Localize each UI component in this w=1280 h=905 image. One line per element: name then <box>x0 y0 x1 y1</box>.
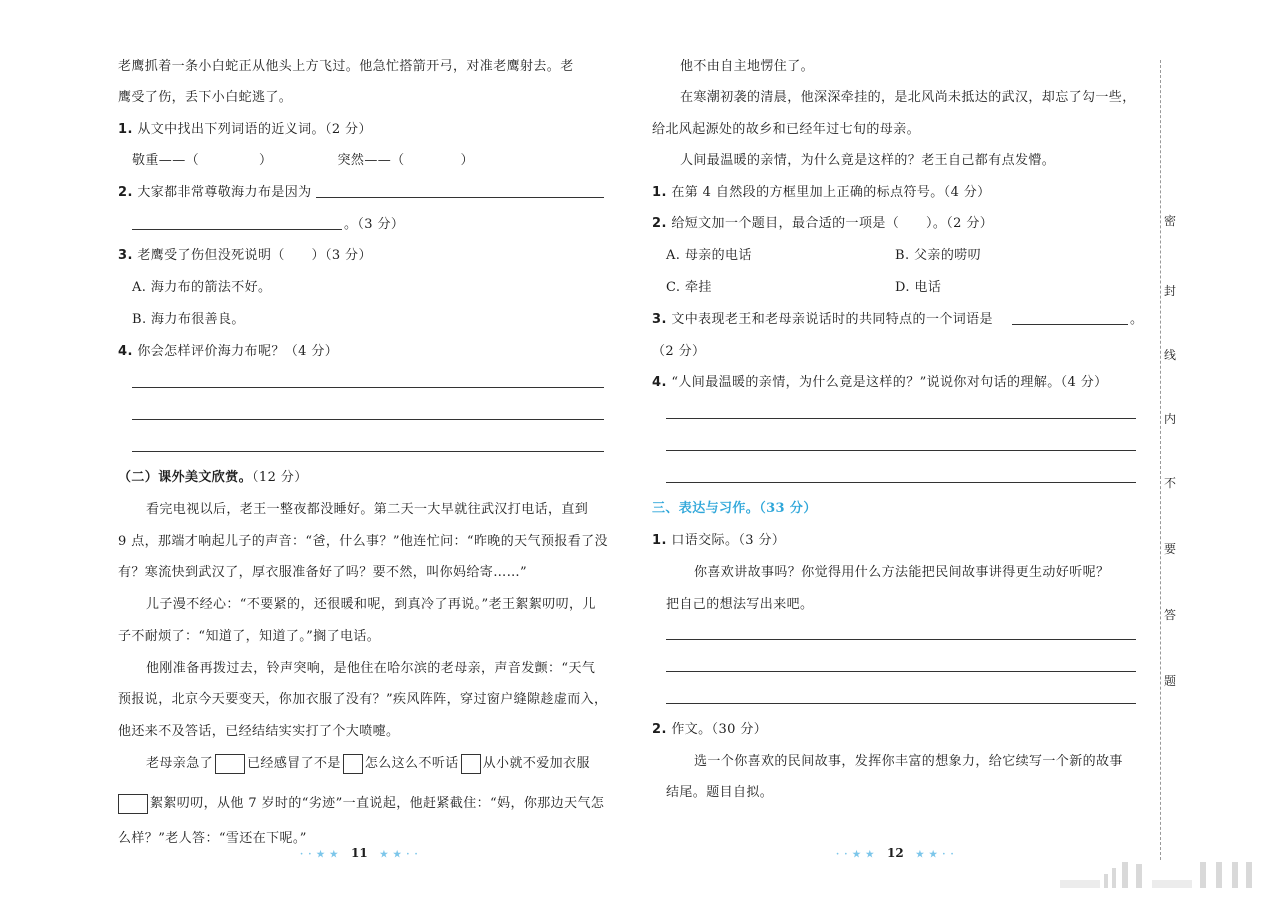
passage-fragment: 怎么这么不听话 <box>364 756 459 771</box>
passage-line-with-boxes <box>146 752 590 774</box>
punctuation-box[interactable] <box>215 754 245 774</box>
question-2 <box>118 181 312 200</box>
passage-fragment: 已经感冒了不是 <box>247 756 341 771</box>
binding-char: 线 <box>1164 348 1177 362</box>
passage-line: 有？寒流快到武汉了，厚衣服准备好了吗？要不然，叫你妈给寄……” <box>118 565 528 580</box>
question-number: 1. <box>652 533 667 548</box>
punctuation-box[interactable] <box>118 794 148 814</box>
question-number: 2. <box>652 722 667 737</box>
answer-line[interactable] <box>666 703 1136 704</box>
binding-dashed-line <box>1160 60 1161 860</box>
section-3-heading: 三、表达与习作。（33 分） <box>652 501 817 516</box>
item-label: 突然——（ <box>337 153 405 168</box>
prompt-line: 结尾。题目自拟。 <box>666 785 774 800</box>
binding-char: 要 <box>1164 542 1177 556</box>
passage-line: 人间最温暖的亲情，为什么竟是这样的？老王自己都有点发懵。 <box>680 153 1056 168</box>
question-number: 4. <box>118 344 133 359</box>
section-3-question-2 <box>652 718 767 737</box>
question-number: 3. <box>652 312 667 327</box>
passage-line: 他还来不及答话，已经结结实实打了个大喷嚏。 <box>118 724 400 739</box>
question-number: 1. <box>652 185 667 200</box>
answer-line[interactable] <box>316 197 604 198</box>
page-footer-left <box>300 846 419 860</box>
question-score: （2 分） <box>652 344 706 359</box>
answer-line[interactable] <box>666 450 1136 451</box>
question-3 <box>652 308 993 327</box>
passage-line: 看完电视以后，老王一整夜都没睡好。第二天一大早就往武汉打电话，直到 <box>146 502 589 517</box>
star-decoration-icon: ★ ★ · · <box>379 850 419 860</box>
question-text: 老鹰受了伤但没死说明（ ）（3 分） <box>137 248 372 263</box>
section-score: （12 分） <box>252 470 308 485</box>
passage-line: 子不耐烦了：“知道了，知道了。”搁了电话。 <box>118 629 381 644</box>
question-number: 4. <box>652 375 667 390</box>
option-d[interactable]: D. 电话 <box>895 280 942 295</box>
page-footer-right <box>836 846 955 860</box>
passage-line: 么样？”老人答：“雪还在下呢。” <box>118 831 307 846</box>
question-number: 3. <box>118 248 133 263</box>
question-text: 作文。（30 分） <box>671 722 768 737</box>
question-3 <box>118 244 372 263</box>
item-label: 敬重——（ <box>132 153 200 168</box>
passage-fragment: 从小就不爱加衣服 <box>482 756 590 771</box>
question-text: 大家都非常尊敬海力布是因为 <box>137 185 312 200</box>
answer-line[interactable] <box>1012 324 1128 325</box>
passage-fragment: 絮絮叨叨，从他 7 岁时的“劣迹”一直说起，他赶紧截住：“妈，你那边天气怎 <box>150 796 605 811</box>
section-2-heading <box>118 466 308 485</box>
option-a[interactable]: A. 母亲的电话 <box>666 248 752 263</box>
star-decoration-icon: · · ★ ★ <box>836 850 875 860</box>
item-label: ） <box>460 153 474 168</box>
question-1-items <box>132 149 474 168</box>
star-decoration-icon: ★ ★ · · <box>915 850 955 860</box>
passage-line: 儿子漫不经心：“不要紧的，还很暖和呢，到真冷了再说。”老王絮絮叨叨，儿 <box>146 597 596 612</box>
question-text: 文中表现老王和老母亲说话时的共同特点的一个词语是 <box>671 312 993 327</box>
question-1 <box>118 118 372 137</box>
passage-line: 鹰受了伤，丢下小白蛇逃了。 <box>118 90 293 105</box>
watermark-bars-icon <box>1060 858 1260 888</box>
page-number: 11 <box>351 846 368 860</box>
answer-line[interactable] <box>666 671 1136 672</box>
binding-char: 封 <box>1164 284 1177 298</box>
page-number: 12 <box>887 846 904 860</box>
right-page <box>640 0 1160 905</box>
option-c[interactable]: C. 牵挂 <box>666 280 712 295</box>
punctuation-box[interactable] <box>343 754 363 774</box>
question-number: 2. <box>118 185 133 200</box>
passage-line: 9 点，那端才响起儿子的声音：“爸，什么事？”他连忙问：“昨晚的天气预报看了没 <box>118 534 608 549</box>
prompt-line: 选一个你喜欢的民间故事，发挥你丰富的想象力，给它续写一个新的故事 <box>694 754 1123 769</box>
passage-line: 他刚准备再拨过去，铃声突响，是他住在哈尔滨的老母亲，声音发颤：“天气 <box>146 661 596 676</box>
answer-line[interactable] <box>132 387 604 388</box>
binding-char: 密 <box>1164 214 1177 228</box>
star-decoration-icon: · · ★ ★ <box>300 850 339 860</box>
answer-line[interactable] <box>666 482 1136 483</box>
item-label: ） <box>259 153 273 168</box>
option-b[interactable]: B. 海力布很善良。 <box>132 312 245 327</box>
question-text: 从文中找出下列词语的近义词。（2 分） <box>137 122 372 137</box>
question-number: 2. <box>652 216 667 231</box>
question-text: 给短文加一个题目，最合适的一项是（ ）。（2 分） <box>671 216 994 231</box>
answer-line[interactable] <box>132 419 604 420</box>
question-tail: 。 <box>1130 312 1144 327</box>
question-number: 1. <box>118 122 133 137</box>
question-score: 。（3 分） <box>344 217 405 232</box>
prompt-line: 把自己的想法写出来吧。 <box>666 597 814 612</box>
passage-line: 给北风起源处的故乡和已经年过七旬的母亲。 <box>652 122 921 137</box>
answer-line[interactable] <box>666 418 1136 419</box>
passage-line-with-boxes <box>118 792 604 814</box>
question-4 <box>652 371 1108 390</box>
prompt-line: 你喜欢讲故事吗？你觉得用什么方法能把民间故事讲得更生动好听呢？ <box>694 565 1110 580</box>
binding-char: 答 <box>1164 608 1177 622</box>
passage-fragment: 老母亲急了 <box>146 756 214 771</box>
answer-line[interactable] <box>666 639 1136 640</box>
binding-char: 内 <box>1164 412 1177 426</box>
passage-line: 他不由自主地愣住了。 <box>680 59 815 74</box>
answer-line[interactable] <box>132 229 342 230</box>
question-text: “人间最温暖的亲情，为什么竟是这样的？”说说你对句话的理解。（4 分） <box>671 375 1108 390</box>
question-text: 在第 4 自然段的方框里加上正确的标点符号。（4 分） <box>671 185 991 200</box>
punctuation-box[interactable] <box>461 754 481 774</box>
question-4 <box>118 340 338 359</box>
question-text: 你会怎样评价海力布呢？（4 分） <box>137 344 339 359</box>
passage-line: 在寒潮初袭的清晨，他深深牵挂的，是北风尚未抵达的武汉，却忘了勾一些， <box>680 90 1136 105</box>
passage-line: 预报说，北京今天要变天，你加衣服了没有？”疾风阵阵，穿过窗户缝隙趁虚而入， <box>118 692 608 707</box>
binding-char: 不 <box>1164 476 1177 490</box>
section-title: （二）课外美文欣赏。 <box>118 470 253 485</box>
option-a[interactable]: A. 海力布的箭法不好。 <box>132 280 272 295</box>
option-b[interactable]: B. 父亲的唠叨 <box>895 248 982 263</box>
question-text: 口语交际。（3 分） <box>671 533 786 548</box>
question-1 <box>652 181 991 200</box>
section-3-question-1 <box>652 529 785 548</box>
passage-line: 老鹰抓着一条小白蛇正从他头上方飞过。他急忙搭箭开弓，对准老鹰射去。老 <box>118 59 574 74</box>
answer-line[interactable] <box>132 451 604 452</box>
question-2 <box>652 212 993 231</box>
binding-char: 题 <box>1164 674 1177 688</box>
